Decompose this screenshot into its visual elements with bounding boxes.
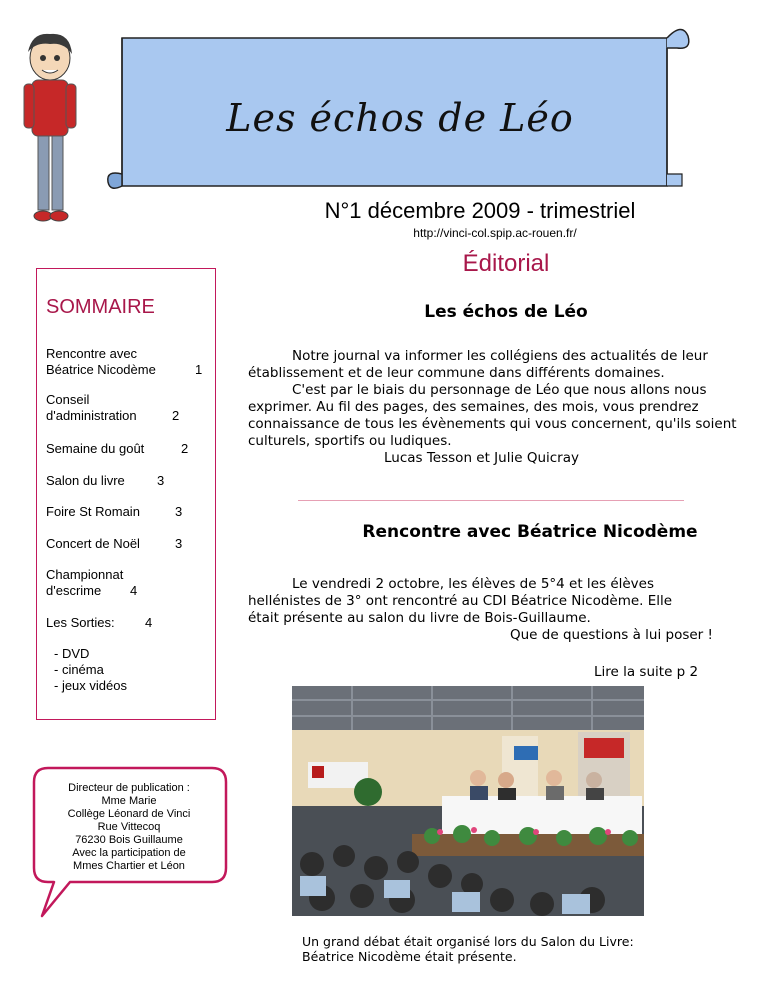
sommaire-item-label: Concert de Noël	[46, 536, 140, 551]
sommaire-item-page: 4	[145, 615, 153, 630]
sommaire-item-label: d'escrime	[46, 583, 102, 598]
credit-line: 76230 Bois Guillaume	[75, 834, 183, 846]
issue-line: N°1 décembre 2009 - trimestriel	[324, 198, 636, 223]
sommaire-item-page: 2	[181, 441, 189, 456]
editorial-line: Notre journal va informer les collégiens des actualités de leur	[292, 348, 708, 364]
editorial-line: culturels, sportifs ou ludiques.	[248, 433, 452, 449]
sommaire-item	[46, 392, 180, 424]
sommaire-item	[46, 441, 189, 457]
sommaire-item	[46, 473, 165, 489]
article-title: Rencontre avec Béatrice Nicodème	[362, 522, 698, 542]
sommaire-item-page: 2	[172, 408, 180, 423]
sommaire-item-label: Les Sorties:	[46, 615, 115, 630]
credit-line: Rue Vittecoq	[97, 821, 161, 833]
newspaper-title: Les échos de Léo	[226, 96, 574, 140]
sorties-item: - cinéma	[54, 662, 104, 677]
sommaire-item-page: 3	[175, 504, 183, 519]
credit-line: Avec la participation de	[72, 847, 186, 859]
sommaire-item-page: 3	[157, 473, 165, 488]
sommaire-item	[46, 536, 183, 552]
sommaire-item-page: 4	[130, 583, 138, 598]
credit-line: Mmes Chartier et Léon	[73, 860, 185, 872]
sommaire-title: SOMMAIRE	[46, 296, 155, 318]
sommaire-item-page: 3	[175, 536, 183, 551]
editorial-line: établissement et de leur commune dans différents domaines.	[248, 365, 665, 381]
caption-line: Un grand débat était organisé lors du Salon du Livre:	[302, 934, 634, 949]
sommaire-item-page: 1	[195, 362, 203, 377]
sommaire-item-label: d'administration	[46, 408, 137, 423]
sommaire-item	[46, 346, 203, 378]
sorties-item: - DVD	[54, 646, 90, 661]
credit-line: Collège Léonard de Vinci	[67, 808, 191, 820]
article-body	[248, 576, 728, 644]
caption-line: Béatrice Nicodème était présente.	[302, 949, 517, 964]
editorial-line: C'est par le biais du personnage de Léo que nous allons nous	[292, 382, 707, 398]
website-url[interactable]: http://vinci-col.spip.ac-rouen.fr/	[413, 226, 577, 240]
article-question: Que de questions à lui poser !	[510, 627, 713, 643]
salon-photo	[292, 686, 644, 916]
leo-mascot-illustration	[14, 30, 84, 230]
sorties-item: - jeux vidéos	[54, 678, 127, 693]
sommaire-item-label: Foire St Romain	[46, 504, 140, 519]
sommaire-item	[46, 504, 183, 520]
editorial-title: Les échos de Léo	[424, 302, 588, 322]
sommaire-item-label: Rencontre avec	[46, 346, 138, 361]
sommaire-item	[46, 615, 153, 631]
sommaire-item-label: Conseil	[46, 392, 90, 407]
editorial-signature: Lucas Tesson et Julie Quicray	[384, 450, 579, 466]
article-line: hellénistes de 3° ont rencontré au CDI Béatrice Nicodème. Elle	[248, 593, 673, 609]
article-line: était présente au salon du livre de Bois-Guillaume.	[248, 610, 591, 626]
editorial-line: exprimer. Au fil des pages, des semaines, des mois, vous prendrez	[248, 399, 699, 415]
article-line: Le vendredi 2 octobre, les élèves de 5°4 et les élèves	[292, 576, 655, 592]
credit-line: Mme Marie	[101, 795, 157, 807]
publication-credits	[44, 782, 214, 873]
sommaire-item	[46, 567, 138, 599]
sommaire-item-label: Championnat	[46, 567, 124, 582]
sommaire-item-label: Salon du livre	[46, 473, 125, 488]
editorial-line: connaissance de tous les évènements qui vous concernent, qu'ils soient	[248, 416, 737, 432]
sommaire-item-label: Semaine du goût	[46, 441, 145, 456]
read-more-link[interactable]: Lire la suite p 2	[594, 664, 699, 680]
photo-caption	[302, 934, 722, 964]
sorties-list	[54, 646, 127, 694]
credit-line: Directeur de publication :	[68, 782, 190, 794]
editorial-body	[248, 348, 748, 467]
section-divider	[298, 500, 684, 501]
sommaire-item-label: Béatrice Nicodème	[46, 362, 156, 377]
editorial-section-heading: Éditorial	[462, 250, 550, 277]
